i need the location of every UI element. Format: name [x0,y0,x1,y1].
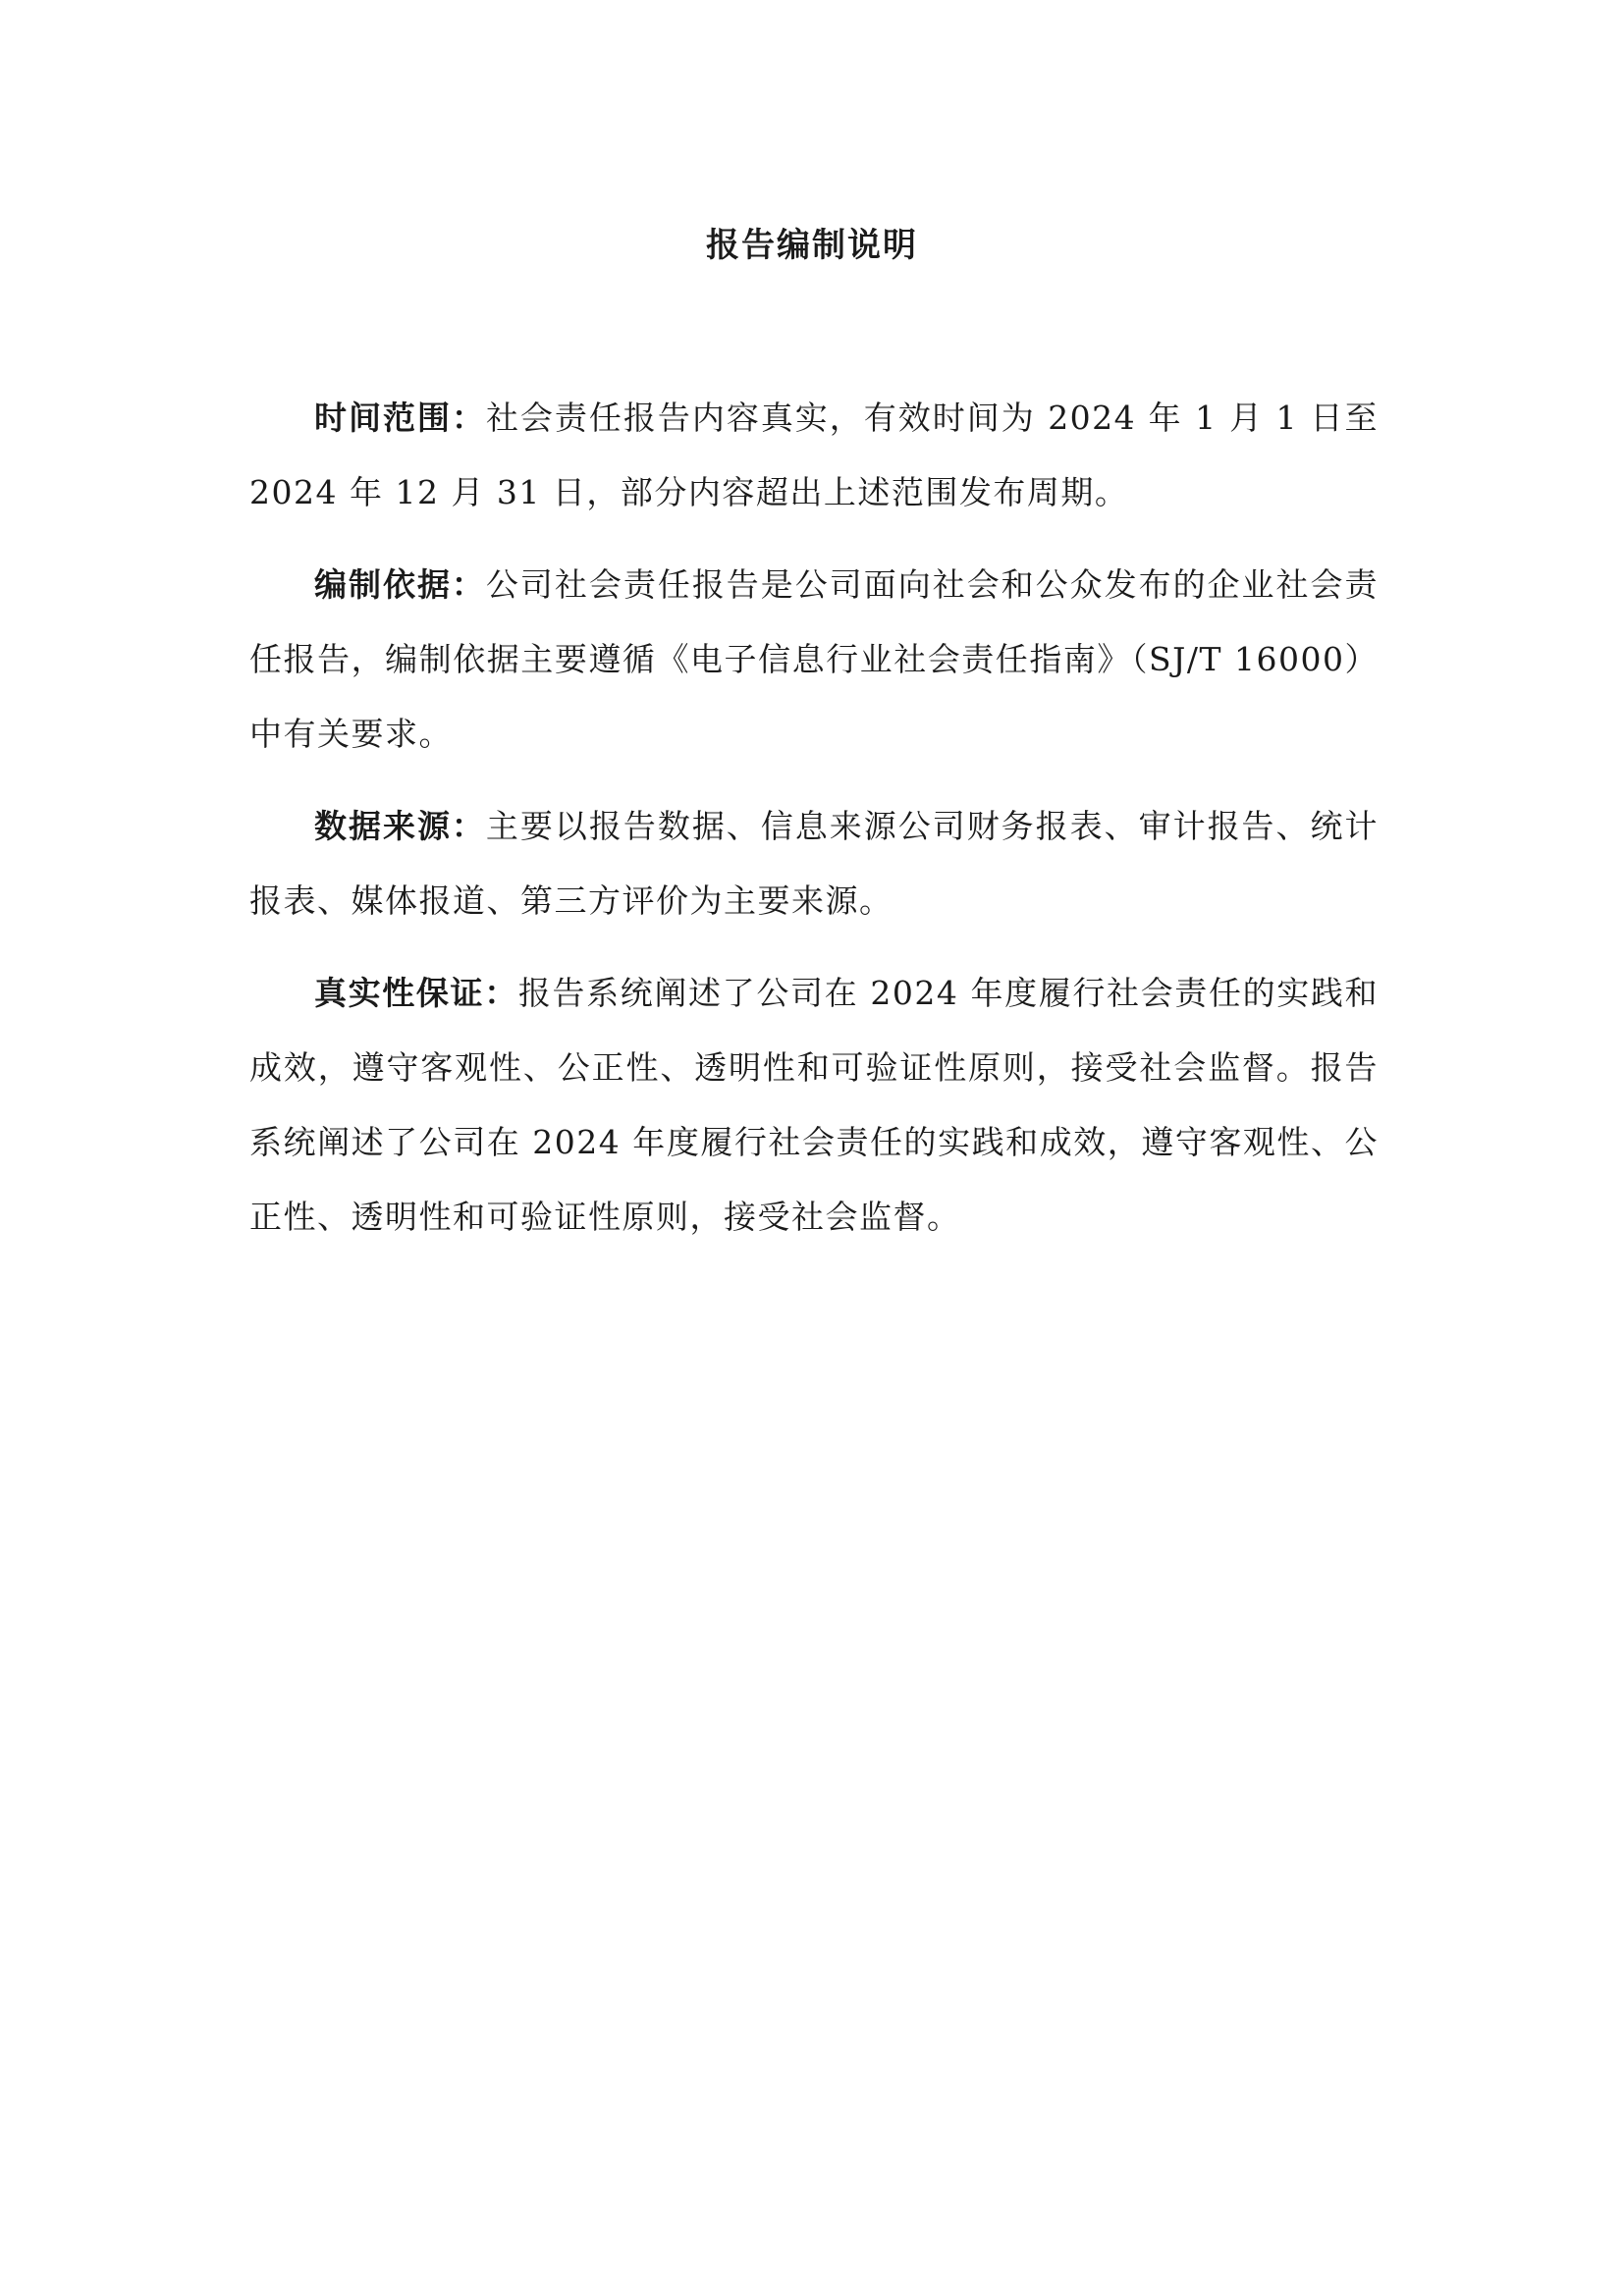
section-text: 报告系统阐述了公司在 2024 年度履行社会责任的实践和成效，遵守客观性、公正性、透明性和可验证性原则，接受社会监督。报告系统阐述了公司在 2024 年度履行社会责任的实践和成效，遵守客观性、公正性、透明性和可验证性原则，接受社会监督。 [249,974,1380,1236]
document-body [249,381,1379,1272]
section-data-source [249,789,1379,938]
section-time-range [249,381,1379,530]
section-authenticity [249,956,1379,1255]
section-basis [249,548,1379,772]
section-text: 主要以报告数据、信息来源公司财务报表、审计报告、统计报表、媒体报道、第三方评价为主要来源。 [249,807,1380,920]
section-text: 公司社会责任报告是公司面向社会和公众发布的企业社会责任报告，编制依据主要遵循《电子信息行业社会责任指南》（SJ/T 16000）中有关要求。 [249,565,1380,753]
section-label: 真实性保证： [314,974,518,1012]
section-label: 时间范围： [314,399,486,437]
page-title: 报告编制说明 [706,226,918,265]
section-label: 数据来源： [314,807,486,845]
section-text: 社会责任报告内容真实，有效时间为 2024 年 1 月 1 日至 2024 年 12 月 31 日，部分内容超出上述范围发布周期。 [249,399,1379,511]
section-label: 编制依据： [314,565,486,604]
